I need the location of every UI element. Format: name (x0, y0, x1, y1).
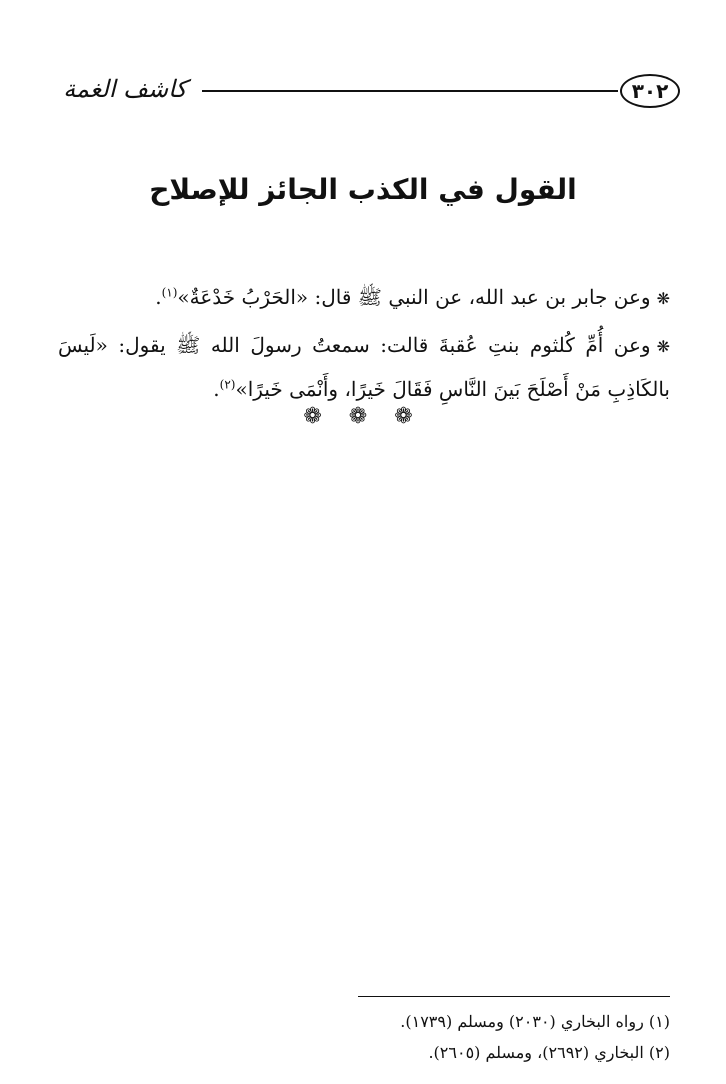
paragraph-1-text: وعن جابر بن عبد الله، عن النبي ﷺ قال: «الحَرْبُ خَدْعَةٌ» (177, 285, 651, 309)
book-title: كاشف الغمة (63, 75, 187, 103)
page-number: ٣٠٢ (620, 74, 680, 108)
paragraph-marker-icon: ❋ (656, 337, 670, 356)
footnote-separator (358, 996, 670, 997)
section-end-ornament-icon: ❁ ❁ ❁ (303, 404, 423, 429)
paragraph-2-text: وعن أُمِّ كُلثوم بنتِ عُقبةَ قالت: سمعتُ رسولَ الله ﷺ يقول: «لَيسَ بالكَاذِبِ مَنْ أَصْلَحَ بَينَ النَّاسِ فَقَالَ خَيرًا، وأَنْمَى خَيرًا» (58, 333, 670, 401)
running-header (50, 72, 680, 116)
body-text (58, 276, 670, 414)
paragraph-marker-icon: ❋ (656, 289, 670, 308)
header-rule (202, 90, 618, 92)
paragraph-1 (58, 276, 670, 320)
footnote-ref-1: (١) (161, 285, 178, 300)
paragraph-2 (58, 324, 670, 410)
footnotes (250, 1006, 670, 1068)
paragraph-1-end: . (155, 285, 162, 309)
footnote-1: (١) رواه البخاري (٢٠٣٠) ومسلم (١٧٣٩). (400, 1012, 670, 1031)
footnote-ref-2: (٢) (219, 377, 236, 392)
chapter-title: القول في الكذب الجائز للإصلاح (149, 173, 577, 206)
footnote-2: (٢) البخاري (٢٦٩٢)، ومسلم (٢٦٠٥). (428, 1043, 670, 1062)
paragraph-2-end: . (213, 377, 220, 401)
